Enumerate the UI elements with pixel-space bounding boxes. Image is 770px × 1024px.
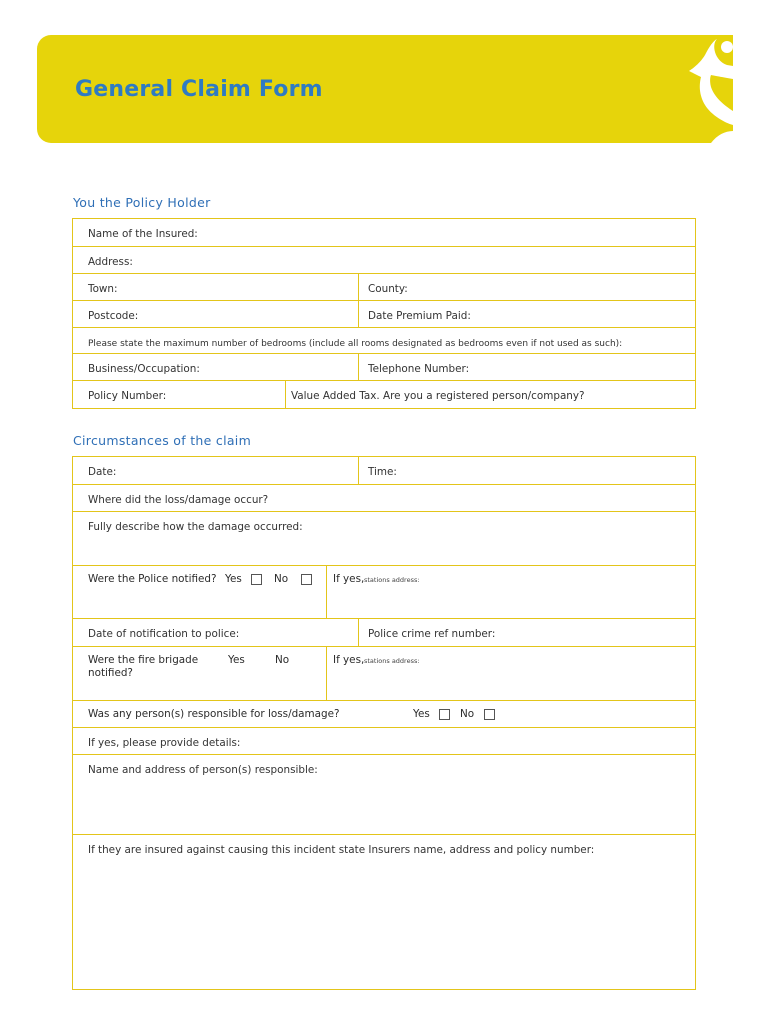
person-responsible-label: Was any person(s) responsible for loss/damage? (88, 708, 340, 720)
provide-details-row[interactable] (73, 728, 695, 755)
address-row[interactable] (73, 247, 695, 274)
fire-yes-label[interactable]: Yes (228, 654, 245, 666)
fire-brigade-row (73, 647, 695, 701)
where-row[interactable] (73, 485, 695, 512)
town-county-row (73, 274, 695, 301)
police-no-checkbox[interactable] (301, 574, 312, 585)
insurers-details-label: If they are insured against causing this incident state Insurers name, address and policy number: (88, 844, 595, 856)
address-label: Address: (88, 256, 133, 268)
police-notified-label: Were the Police notified? (88, 573, 217, 585)
date-label[interactable]: Date: (88, 466, 117, 478)
police-stations-address-label[interactable]: stations address: (364, 576, 420, 584)
police-if-yes-label: If yes, (333, 573, 365, 585)
describe-row[interactable] (73, 512, 695, 566)
police-no-label: No (274, 573, 289, 585)
fire-stations-address-label[interactable]: stations address: (364, 657, 420, 665)
person-no-checkbox[interactable] (484, 709, 495, 720)
bedrooms-row[interactable] (73, 328, 695, 354)
header-banner (37, 35, 733, 143)
bedrooms-label: Please state the maximum number of bedrooms (include all rooms designated as bedrooms even if not used as such): (88, 339, 623, 349)
where-occurred-label: Where did the loss/damage occur? (88, 494, 269, 506)
name-row[interactable] (73, 219, 695, 247)
person-yes-label: Yes (413, 708, 430, 720)
circumstances-table (72, 456, 696, 990)
brand-logo-icon (671, 35, 733, 143)
notification-row (73, 619, 695, 647)
police-notified-row (73, 566, 695, 619)
policy-holder-heading: You the Policy Holder (73, 195, 211, 210)
provide-details-label: If yes, please provide details: (88, 737, 241, 749)
policy-number-label[interactable]: Policy Number: (88, 390, 167, 402)
fire-brigade-label-line1: Were the fire brigade (88, 654, 199, 666)
describe-damage-label: Fully describe how the damage occurred: (88, 521, 303, 533)
fire-no-label[interactable]: No (275, 654, 290, 666)
postcode-row (73, 301, 695, 328)
fire-if-yes-label: If yes, (333, 654, 365, 666)
date-time-row (73, 457, 695, 485)
police-crime-ref-label[interactable]: Police crime ref number: (368, 628, 496, 640)
date-premium-paid-label[interactable]: Date Premium Paid: (368, 310, 471, 322)
column-divider (326, 647, 327, 700)
name-address-responsible-row[interactable] (73, 755, 695, 835)
form-title: General Claim Form (75, 77, 323, 102)
insurers-row[interactable] (73, 835, 695, 989)
name-of-insured-label: Name of the Insured: (88, 228, 198, 240)
name-address-responsible-label: Name and address of person(s) responsible: (88, 764, 318, 776)
person-no-label: No (460, 708, 475, 720)
business-row (73, 354, 695, 381)
column-divider (326, 566, 327, 618)
person-responsible-row (73, 701, 695, 728)
person-yes-checkbox[interactable] (439, 709, 450, 720)
county-label[interactable]: County: (368, 283, 408, 295)
business-occupation-label[interactable]: Business/Occupation: (88, 363, 200, 375)
fire-brigade-label-line2: notified? (88, 667, 133, 679)
police-yes-checkbox[interactable] (251, 574, 262, 585)
notification-date-label[interactable]: Date of notification to police: (88, 628, 240, 640)
telephone-number-label[interactable]: Telephone Number: (368, 363, 470, 375)
town-label[interactable]: Town: (88, 283, 118, 295)
circumstances-heading: Circumstances of the claim (73, 433, 252, 448)
time-label[interactable]: Time: (368, 466, 397, 478)
postcode-label[interactable]: Postcode: (88, 310, 139, 322)
policy-number-row (73, 381, 695, 408)
police-yes-label: Yes (225, 573, 242, 585)
vat-question-label[interactable]: Value Added Tax. Are you a registered person/company? (291, 390, 585, 402)
policy-holder-table (72, 218, 696, 409)
